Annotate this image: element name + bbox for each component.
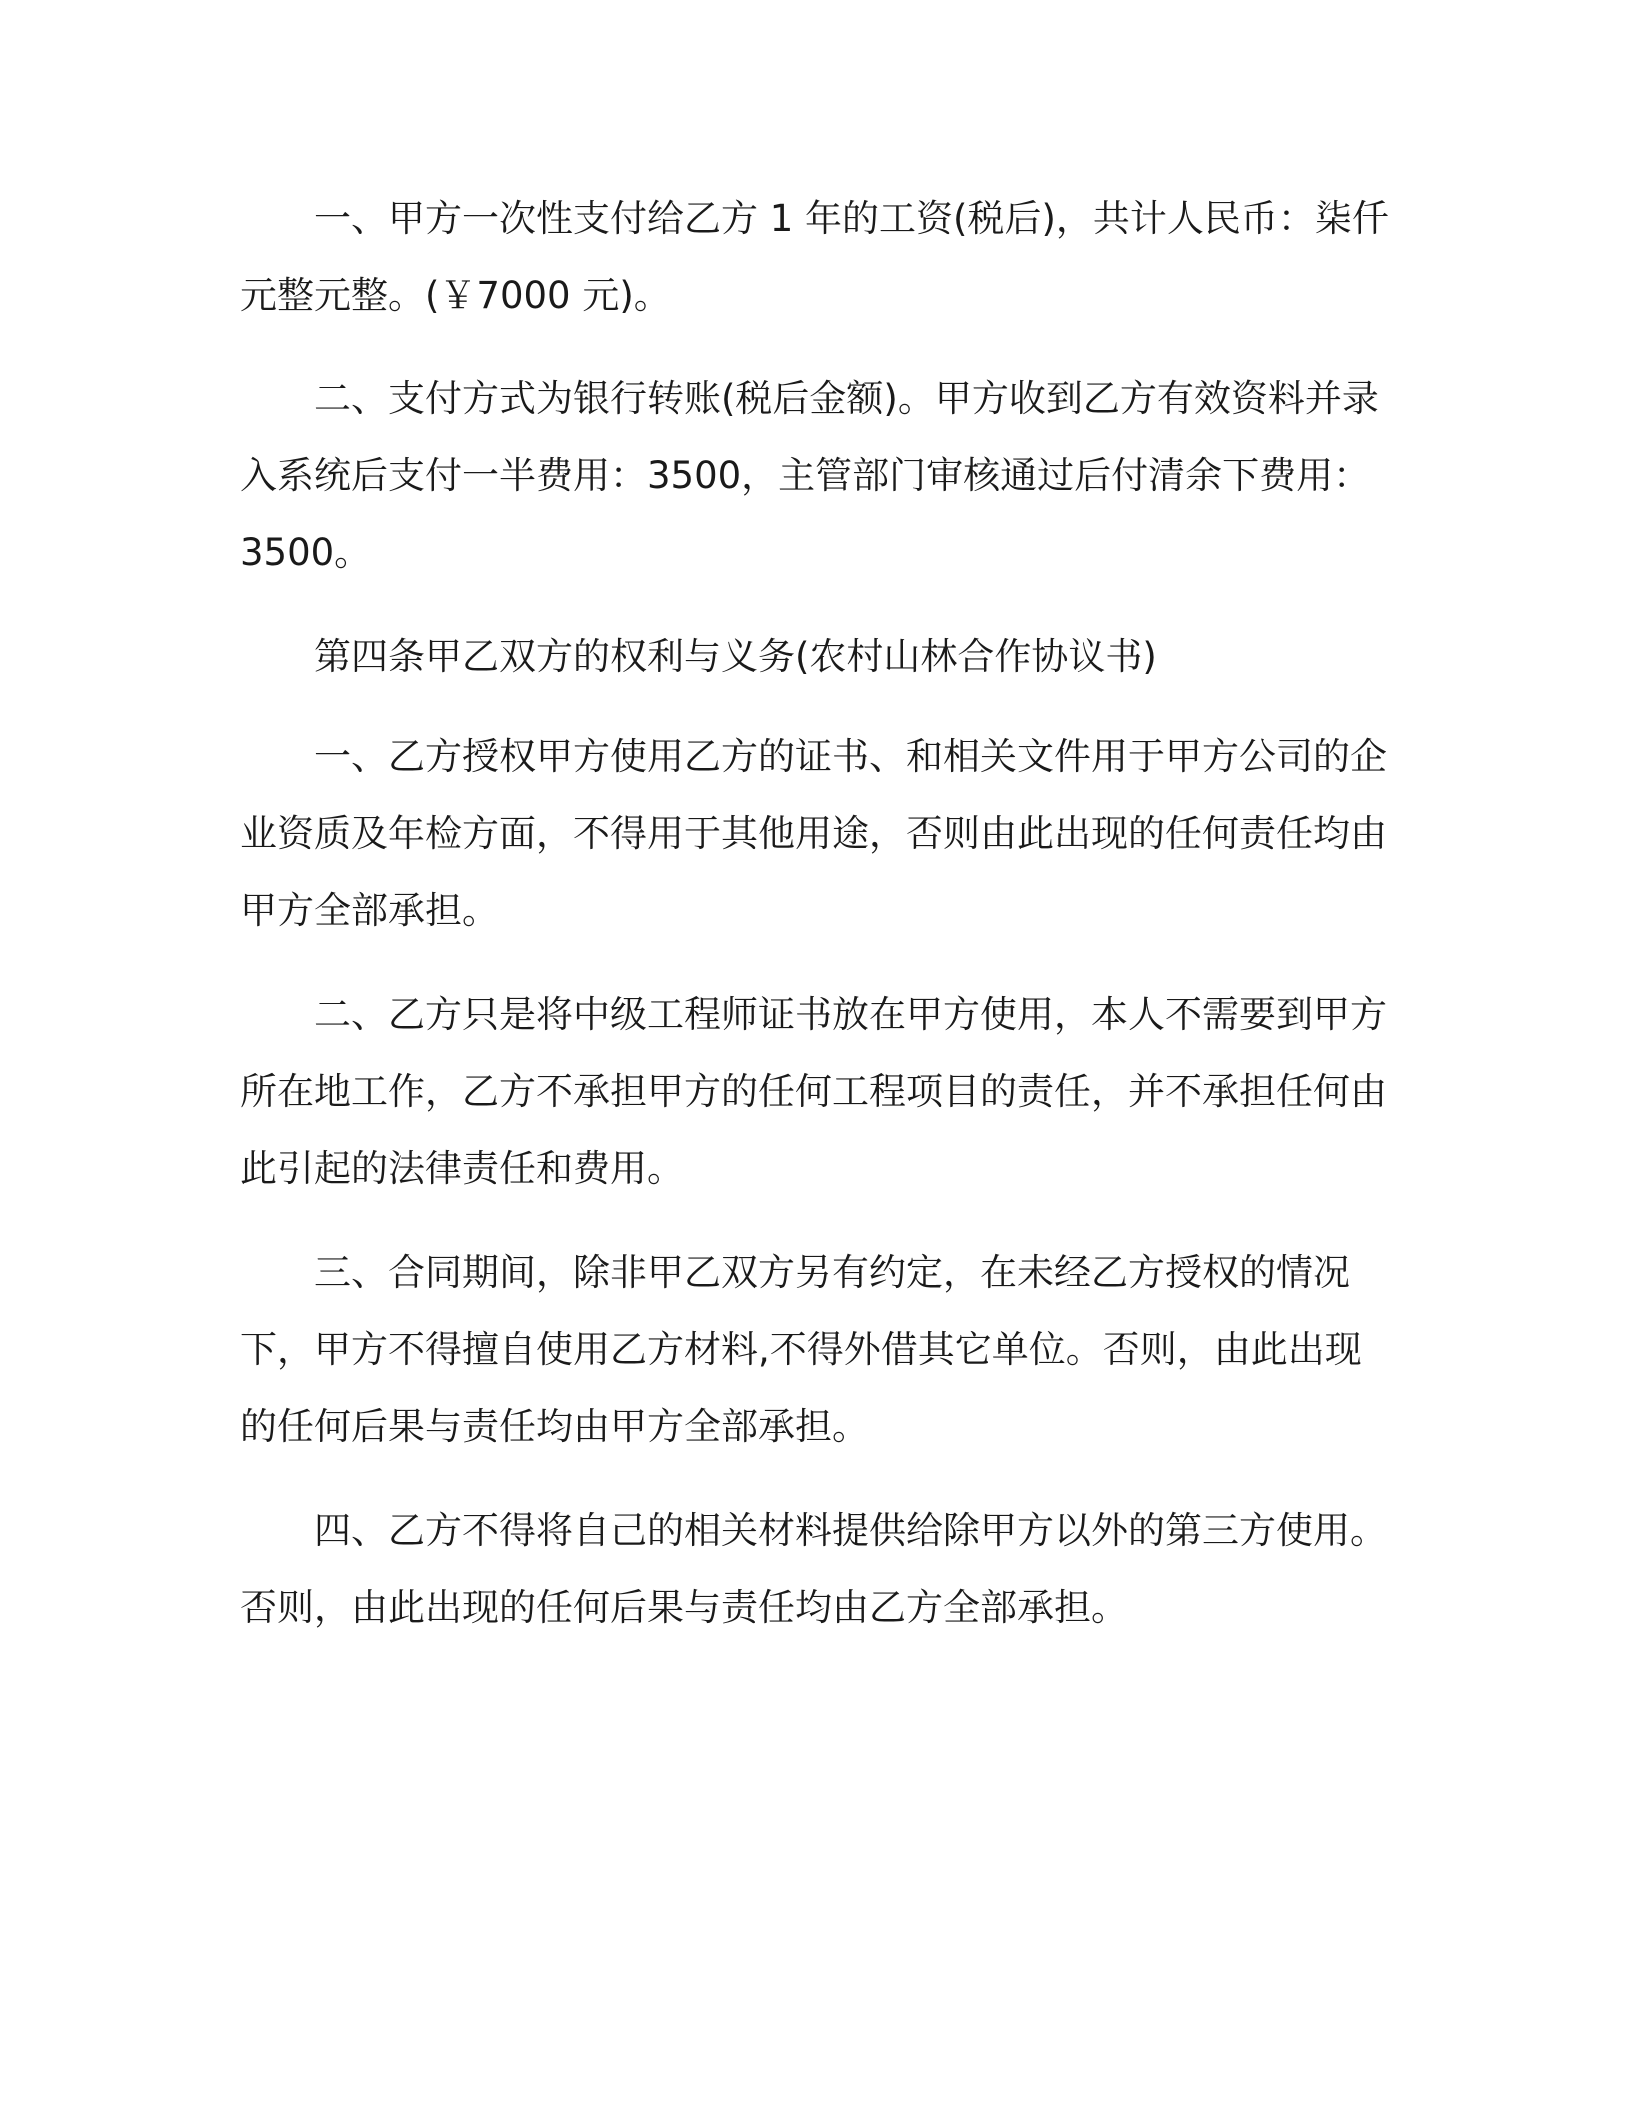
- payment-method-clause: 二、支付方式为银行转账(税后金额)。甲方收到乙方有效资料并录入系统后支付一半费用：3500，主管部门审核通过后付清余下费用：3500。: [240, 377, 1379, 574]
- rights-clause-three: 三、合同期间，除非甲乙双方另有约定，在未经乙方授权的情况下，甲方不得擅自使用乙方材料,不得外借其它单位。否则，由此出现的任何后果与责任均由甲方全部承担。: [240, 1251, 1362, 1448]
- rights-clause-two: 二、乙方只是将中级工程师证书放在甲方使用，本人不需要到甲方所在地工作，乙方不承担甲方的任何工程项目的责任，并不承担任何由此引起的法律责任和费用。: [240, 993, 1387, 1190]
- rights-clause-four: 四、乙方不得将自己的相关材料提供给除甲方以外的第三方使用。否则，由此出现的任何后果与责任均由乙方全部承担。: [240, 1509, 1387, 1629]
- rights-clause-one: 一、乙方授权甲方使用乙方的证书、和相关文件用于甲方公司的企业资质及年检方面，不得用于其他用途，否则由此出现的任何责任均由甲方全部承担。: [240, 735, 1387, 932]
- article-four-heading: 第四条甲乙双方的权利与义务(农村山林合作协议书): [314, 635, 1157, 678]
- payment-amount-clause: 一、甲方一次性支付给乙方 1 年的工资(税后)，共计人民币：柒仟元整元整。(￥7000 元)。: [240, 197, 1389, 317]
